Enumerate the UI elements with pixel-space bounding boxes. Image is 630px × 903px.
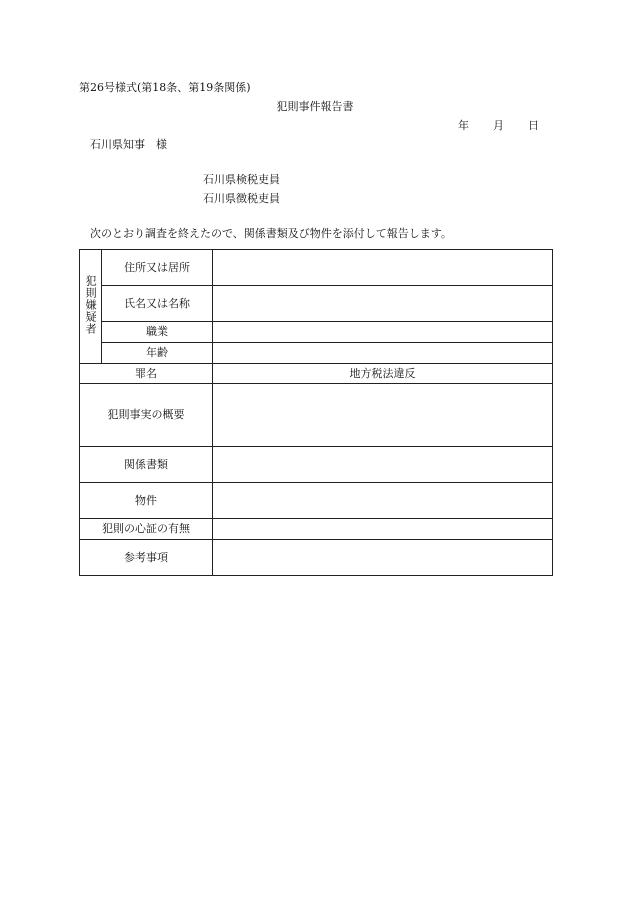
reporting-officer-collector: 石川県徴税吏員 — [203, 192, 280, 205]
related-documents-label: 関係書類 — [80, 447, 213, 483]
suspect-address-label: 住所又は居所 — [102, 250, 213, 286]
table-row — [80, 384, 553, 447]
reference-notes-label: 参考事項 — [80, 540, 213, 576]
table-row — [80, 540, 553, 576]
table-row — [80, 519, 553, 540]
table-row — [80, 364, 553, 384]
form-number: 第26号様式(第18条、第19条関係) — [79, 81, 251, 94]
report-statement: 次のとおり調査を終えたので、関係書類及び物件を添付して報告します。 — [90, 227, 452, 240]
violation-summary-label: 犯則事実の概要 — [80, 384, 213, 447]
conviction-label: 犯則の心証の有無 — [80, 519, 213, 540]
table-row — [80, 343, 553, 364]
violation-summary-field[interactable] — [213, 384, 553, 447]
suspect-address-field[interactable] — [213, 250, 553, 286]
table-row — [80, 447, 553, 483]
articles-label: 物件 — [80, 483, 213, 519]
suspect-group-cell — [80, 250, 102, 364]
addressee: 石川県知事 様 — [90, 138, 167, 151]
suspect-name-field[interactable] — [213, 286, 553, 322]
reporting-officer-inspector: 石川県検税吏員 — [203, 173, 280, 186]
conviction-field[interactable] — [213, 519, 553, 540]
document-title: 犯則事件報告書 — [276, 100, 354, 113]
suspect-occupation-field[interactable] — [213, 322, 553, 343]
suspect-group-label: 犯則嫌疑者 — [84, 274, 98, 335]
table-row — [80, 322, 553, 343]
table-row — [80, 286, 553, 322]
related-documents-field[interactable] — [213, 447, 553, 483]
suspect-age-label: 年齢 — [102, 343, 213, 364]
suspect-name-label: 氏名又は名称 — [102, 286, 213, 322]
report-table — [79, 249, 553, 576]
reference-notes-field[interactable] — [213, 540, 553, 576]
date-month: 月 — [493, 119, 504, 132]
suspect-occupation-label: 職業 — [102, 322, 213, 343]
table-row — [80, 483, 553, 519]
table-row — [80, 250, 553, 286]
date-line — [458, 120, 539, 131]
suspect-age-field[interactable] — [213, 343, 553, 364]
charge-value: 地方税法違反 — [213, 364, 553, 384]
articles-field[interactable] — [213, 483, 553, 519]
date-year: 年 — [458, 119, 469, 132]
charge-label: 罪名 — [80, 364, 213, 384]
date-day: 日 — [528, 119, 539, 132]
